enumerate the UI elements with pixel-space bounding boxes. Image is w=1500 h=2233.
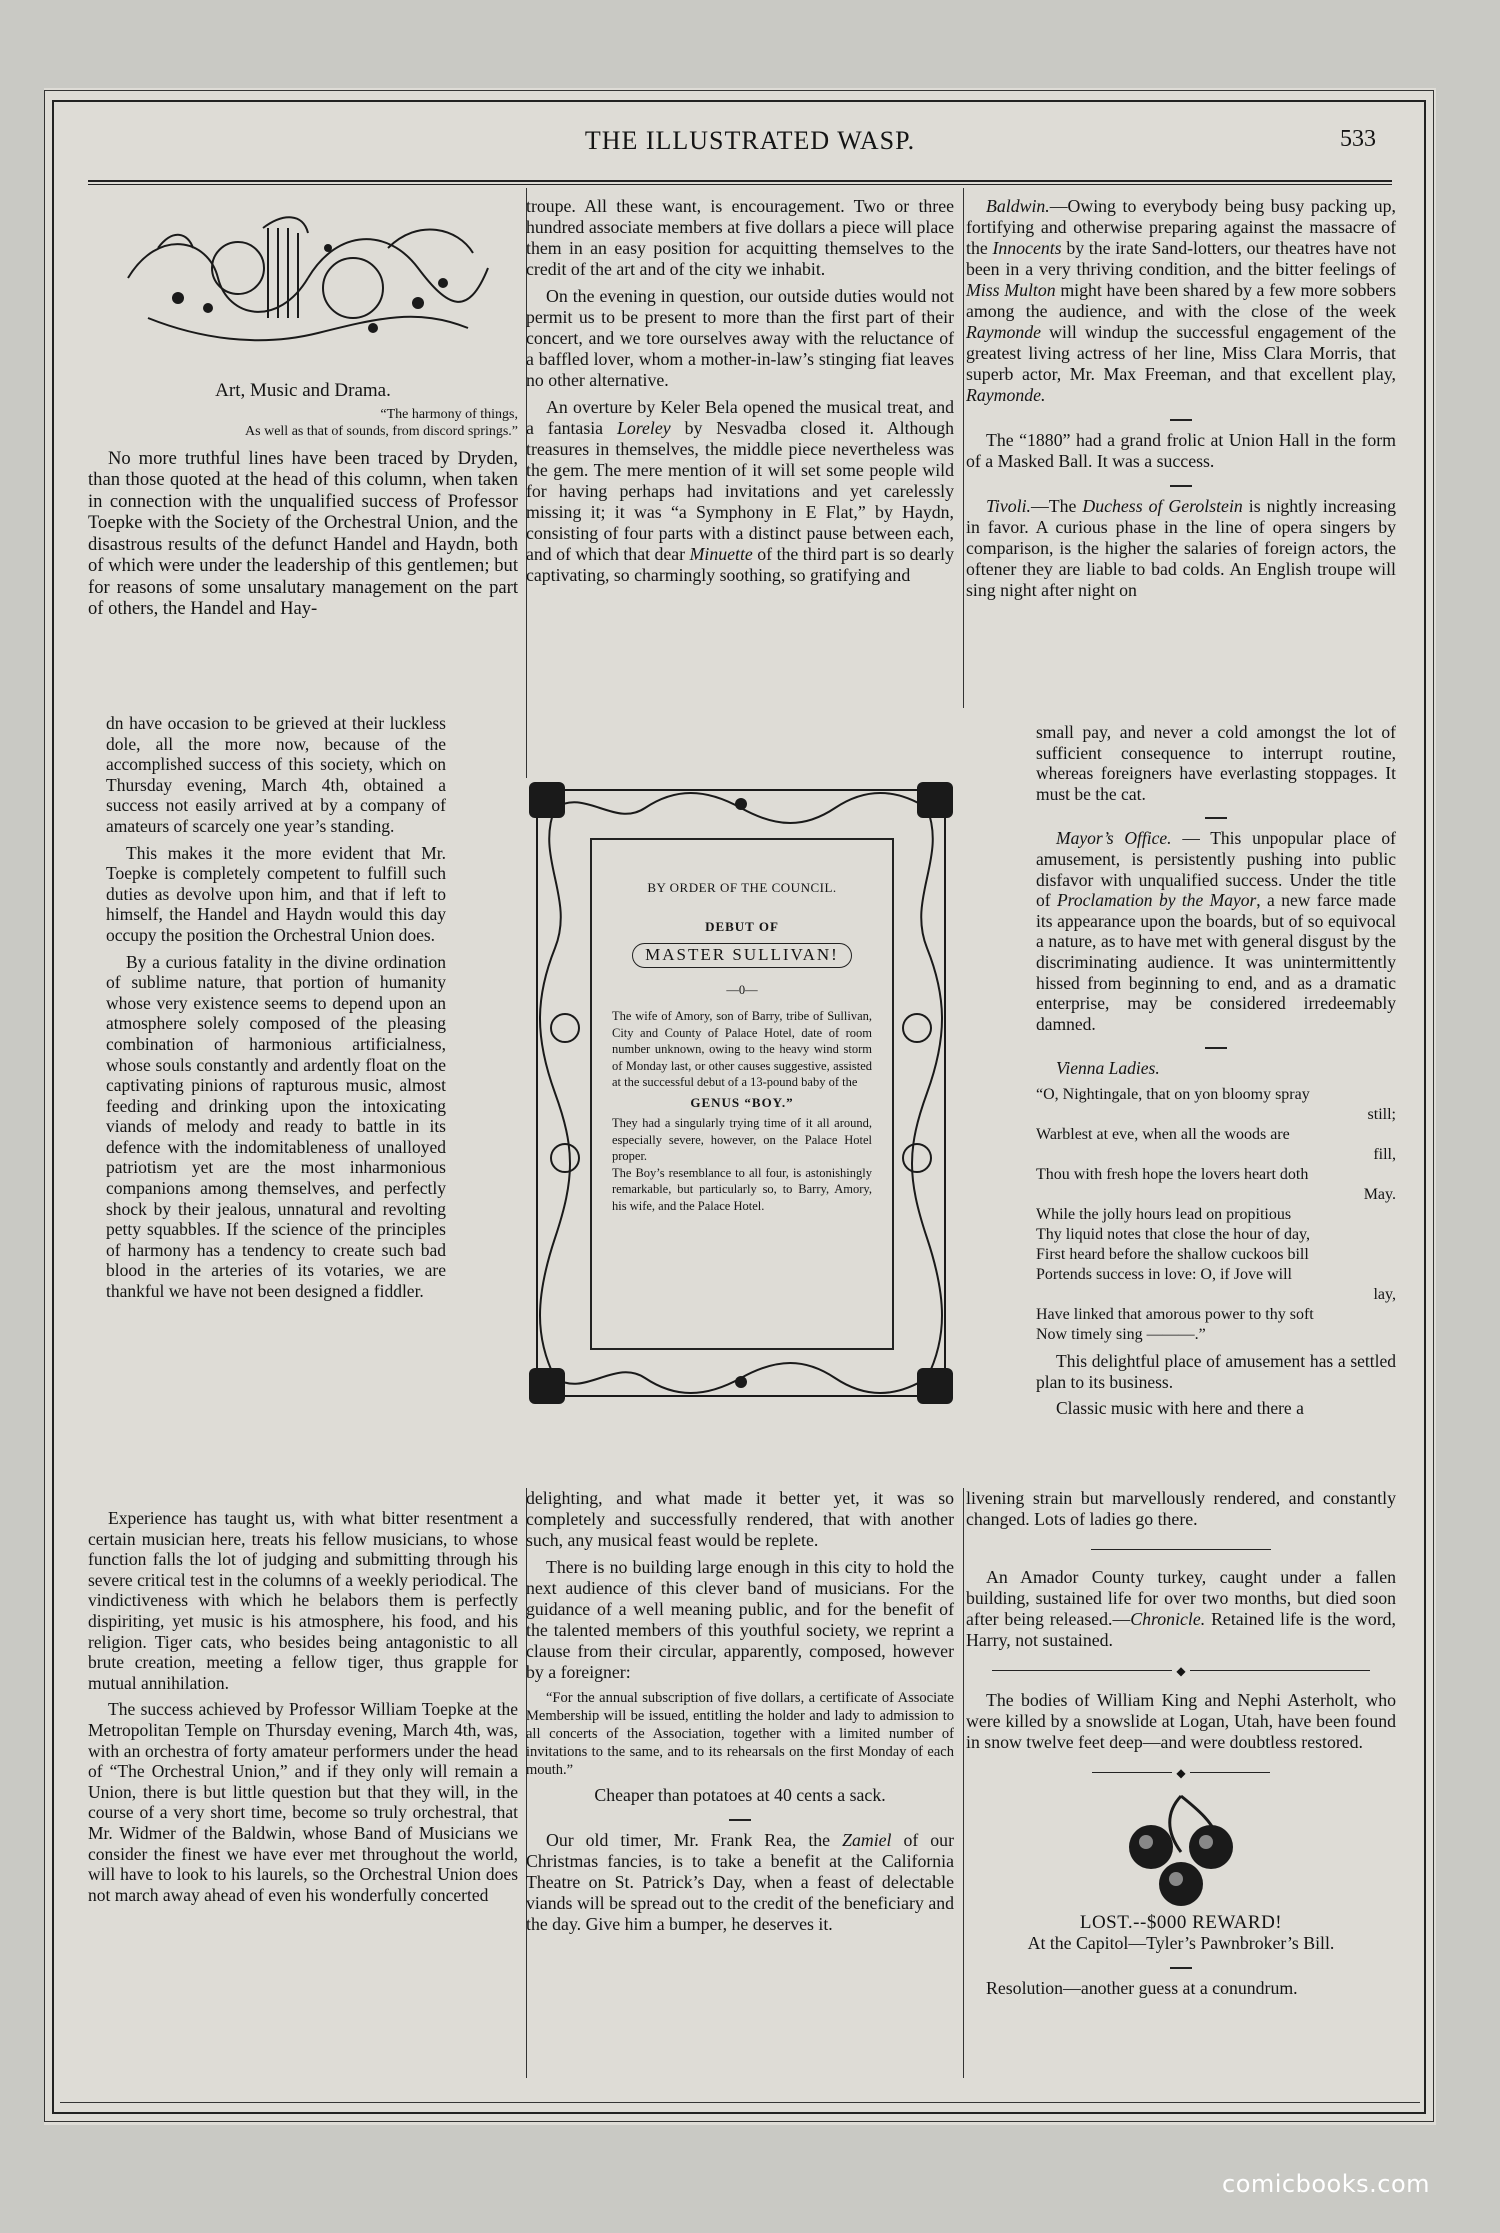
column-1-top: [88, 374, 518, 626]
ornamental-rule: [966, 1538, 1396, 1559]
title-italic: Proclamation by the Mayor: [1056, 890, 1257, 911]
column-2-top: [526, 196, 954, 592]
poem-line: Now timely sing ———.”: [1036, 1325, 1206, 1343]
poem-line: Have linked that amorous power to thy soft: [1036, 1305, 1314, 1323]
notice-debut: DEBUT OF: [705, 918, 779, 934]
notice-text: They had a singularly trying time of it all around, especially severe, however, on the Palace Hotel proper.: [612, 1116, 872, 1163]
paragraph: [526, 1830, 954, 1935]
dash-separator: [966, 478, 1396, 490]
dash-separator: [1036, 1040, 1396, 1052]
masthead-title: THE ILLUSTRATED WASP.: [584, 126, 916, 155]
dash-separator: [526, 1812, 954, 1824]
ornamental-rule: ◆: [966, 1659, 1396, 1682]
notice-text: The Boy’s resemblance to all four, is astonishingly remarkable, but particularly so, to Barry, Amory, his wife, and the Palace Hotel.: [612, 1165, 872, 1213]
page-number: 533: [1340, 126, 1376, 152]
paragraph: Resolution—another guess at a conundrum.: [986, 1978, 1298, 1998]
poem-line: While the jolly hours lead on propitious: [1036, 1205, 1292, 1223]
column-3-bottom: [966, 1488, 1396, 2005]
paragraph: [1036, 828, 1396, 1034]
column-1-narrow: [106, 713, 446, 1308]
watermark: comicbooks.com: [1222, 2170, 1431, 2198]
paragraph: dn have occasion to be grieved at their luckless dole, all the more now, because of the accomplished success of this society, which on Thursday evening, March 4th, obtained a success not easily arrived at by a company of amateurs of scarcely one year’s standing.: [106, 713, 446, 836]
column-1-bottom: [88, 1508, 518, 1911]
header-rule: [88, 180, 1392, 185]
text-run: by the irate Sand-lotters, our theatres have not been in a very thriving condition, and the bitter feelings of: [966, 238, 1397, 279]
paragraph: small pay, and never a cold amongst the lot of sufficient consequence to interrupt routine, whereas foreigners have everlasting stoppages. It must be the cat.: [1036, 722, 1396, 804]
poem-line: lay,: [1373, 1285, 1396, 1303]
epigraph-line-2: As well as that of sounds, from discord springs.”: [245, 423, 518, 439]
theatre-name: Baldwin.: [986, 196, 1050, 216]
paragraph: No more truthful lines have been traced by Dryden, than those quoted at the head of this column, when taken in connection with the unqualified success of Professor Toepke with the Society of the Orchestral Union, and the disastrous results of the defunct Handel and Haydn, both of which were under the leadership of this gentlemen; but for reasons of some unsalutary management on the part of others, the Handel and Hay-: [88, 447, 518, 619]
notice-genus: GENUS “BOY.”: [690, 1094, 794, 1110]
text-run: will windup the successful engagement of the greatest living actress of her line, Miss Clara Morris, that superb actor, Mr. Max Freeman, and that excellent play,: [966, 322, 1396, 384]
title-italic: Raymonde: [966, 322, 1042, 342]
theatre-name: Vienna Ladies.: [1056, 1058, 1160, 1079]
poem-line: still;: [1367, 1105, 1396, 1123]
paragraph: There is no building large enough in this city to hold the next audience of this clever band of musicians. For the guidance of a well meaning public, and for the benefit of the talented members of this youthful society, we reprint a clause from their circular, apparently, composed, however by a foreigner:: [526, 1557, 954, 1682]
dash-separator: [966, 412, 1396, 424]
text-run: of our Christmas fancies, is to take a benefit at the California Theatre on St. Patrick’s Day, when a feast of delectable viands will be spread out to the credit of the beneficiary and the day. Give him a bumper, he deserves it.: [526, 1830, 954, 1934]
text-run: might have been shared by a few more sobbers among the audience, and with the close of the week: [966, 280, 1396, 321]
poem-line: Thy liquid notes that close the hour of day,: [1036, 1225, 1311, 1243]
poem-line: Portends success in love: O, if Jove will: [1036, 1265, 1292, 1283]
column-3-narrow: [1036, 722, 1396, 1425]
title-italic: Loreley: [617, 418, 671, 438]
title-italic: Duchess of Gerolstein: [1082, 496, 1243, 516]
poem-line: “O, Nightingale, that on yon bloomy spray: [1036, 1085, 1310, 1103]
title-italic: Zamiel: [842, 1830, 892, 1850]
dash-separator: [966, 1960, 1396, 1972]
paragraph: Cheaper than potatoes at 40 cents a sack.: [594, 1785, 886, 1805]
poem-line: fill,: [1373, 1145, 1396, 1163]
notice-name: MASTER SULLIVAN!: [632, 943, 852, 968]
notice-divider: —0—: [726, 982, 758, 997]
paragraph: [966, 196, 1396, 406]
paragraph: The success achieved by Professor William Toepke at the Metropolitan Temple on Thursday evening, March 4th, was, with an orchestra of forty amateur performers under the head of “The Orchestral Union,” and if they only will remain a Union, there is but little question but that they will, in the course of a very short time, become so truly orchestral, that Mr. Widmer of the Baldwin, whose Band of Musicians we consider the finest we have ever met throughout the world, will have to look to his laurels, so the Orchestral Union does not march away ahead of even his wonderfully concerted: [88, 1699, 518, 1905]
text-run: Retained life is the word, Harry, not sustained.: [966, 1609, 1396, 1650]
paragraph: delighting, and what made it better yet, it was so completely and successfully rendered, that with another such, any musical feast would be replete.: [526, 1488, 954, 1550]
music-ornament-icon: [118, 208, 498, 358]
text-run: —The: [1030, 496, 1077, 516]
paragraph: On the evening in question, our outside duties would not permit us to be present to more than the first part of their concert, and we tore ourselves away with the reluctance of a baffled lover, whom a mother-in-law’s stinging fiat leaves no other alternative.: [526, 286, 954, 390]
poem-line: Thou with fresh hope the lovers heart doth: [1036, 1165, 1309, 1183]
text-run: —Owing to everybody being busy packing up, fortifying and otherwise preparing against the massacre of the: [966, 196, 1396, 258]
notice-text: The wife of Amory, son of Barry, tribe of Sullivan, City and County of Palace Hotel, date of room number unknown, owing to the heavy wind storm of Monday last, or other causes suggestive, assisted at the successful debut of a 13-pound baby of the: [612, 1009, 872, 1089]
paragraph: [966, 1567, 1396, 1651]
title-italic: Raymonde.: [966, 385, 1046, 405]
paragraph: The “1880” had a grand frolic at Union Hall in the form of a Masked Ball. It was a success.: [966, 430, 1396, 471]
text-run: is nightly increasing in favor. A curious phase in the line of opera singers by comparison, is the higher the salaries of foreign actors, the oftener they are liable to bad colds. An English troupe will sing night after night on: [966, 496, 1396, 600]
theatre-name: Mayor’s Office.: [1056, 828, 1172, 849]
paragraph: This delightful place of amusement has a settled plan to its business.: [1036, 1350, 1396, 1392]
column-rule-2b: [963, 1488, 964, 2078]
paragraph: [966, 496, 1396, 601]
paragraph: The bodies of William King and Nephi Asterholt, who were killed by a snowslide at Logan, Utah, have been found in snow twelve feet deep—and were doubtless restored.: [966, 1690, 1396, 1752]
title-italic: Minuette: [689, 544, 753, 564]
reward-headline: LOST.--$000 REWARD!: [1079, 1912, 1283, 1933]
column-2-bottom: [526, 1488, 954, 1941]
text-run: — This unpopular place of amusement, is persistently pushing into public disfavor with unqualified success. Under the title of: [1036, 828, 1397, 911]
dash-separator: [1036, 810, 1396, 822]
poem-line: First heard before the shallow cuckoos bill: [1036, 1245, 1309, 1263]
paragraph: Classic music with here and there a: [1056, 1398, 1304, 1419]
text-run: by Nesvadba closed it. Although treasures in themselves, the middle piece nevertheless was the gem. The mere mention of it will set some people wild for having perhaps had invitations and yet carelessly missing it; it was “a Symphony in E Flat,” by Haydn, consisting of four parts with a distinct pause between each, and of which that dear: [526, 418, 954, 564]
text-run: An overture by Keler Bela opened the musical treat, and a fantasia: [526, 397, 954, 438]
paragraph: troupe. All these want, is encouragement. Two or three hundred associate members at five dollars a piece will place them in an easy position for acquitting themselves to the credit of the art and of the city we inhabit.: [526, 196, 954, 279]
text-run: of the third part is so dearly captivating, so charmingly soothing, so gratifying and: [526, 544, 954, 585]
ornamental-rule: ◆: [966, 1761, 1396, 1784]
title-italic: Miss Multon: [966, 280, 1056, 300]
theatre-name: Tivoli.: [986, 496, 1031, 516]
text-run: Our old timer, Mr. Frank Rea, the: [546, 1830, 831, 1850]
paragraph: By a curious fatality in the divine ordination of sublime nature, that portion of humanity whose very existence seems to depend upon an atmosphere solely composed of the pleasing combination of harmonious artificialness, whose souls constantly and ardently float on the captivating pinions of rapturous music, almost feeding and drinking upon the intoxicating viands of melody and ready to battle in its defence with the indomitableness of unalloyed patriotism yet are the most inharmonious companions among themselves, and perfectly shock by their jealous, unnatural and revolting petty squabbles. If the science of the principles of harmony has a tendency to create such bad blood in the arteries of its votaries, we are thankful we have not been designed a fiddler.: [106, 951, 446, 1302]
title-italic: Innocents: [992, 238, 1062, 258]
text-run: , a new farce made its appearance upon the boards, but of so equivocal a nature, as to have met with general disgust by the discriminating audience. It was unintermittently hissed from beginning to end, and as a dramatic enterprise, may be considered irredeemably damned.: [1036, 890, 1396, 1034]
pawnbroker-balls-icon: [966, 1792, 1396, 1908]
poem-line: May.: [1363, 1185, 1396, 1203]
paragraph: This makes it the more evident that Mr. Toepke is completely competent to fulfill such duties as devolve upon him, and that if left to himself, the Handel and Haydn would this day occupy the position the Orchestral Union does.: [106, 842, 446, 945]
circular-clause: “For the annual subscription of five dollars, a certificate of Associate Membership will be issued, entitling the holder and lady to admission to all concerts of the Association, together with a limited number of invitations to the same, and to its rehearsals on the first Monday of each mouth.”: [526, 1690, 954, 1778]
column-3-top: [966, 196, 1396, 607]
paragraph: livening strain but marvellously rendered, and constantly changed. Lots of ladies go there.: [966, 1488, 1396, 1529]
text-run: An Amador County turkey, caught under a fallen building, sustained life for over two months, but died soon after being released.—: [966, 1567, 1396, 1629]
paragraph: [526, 397, 954, 586]
column-rule-2a: [963, 188, 964, 708]
poem-line: Warblest at eve, when all the woods are: [1036, 1125, 1290, 1143]
paragraph: [1036, 1058, 1396, 1079]
reward-subline: At the Capitol—Tyler’s Pawnbroker’s Bill.: [1027, 1933, 1335, 1953]
paragraph: Experience has taught us, with what bitter resentment a certain musician here, treats his fellow musicians, to whose function falls the lot of judging and submitting through his severe critical test in the columns of a weekly periodical. The vindictiveness with which he belabors them is perfectly dispiriting, yet music is his atmosphere, his food, and his religion. Tiger cats, who besides being antagonistic to all brute creation, meeting a fellow tiger, thus grapple for mutual annihilation.: [88, 1508, 518, 1693]
section-title: Art, Music and Drama.: [215, 380, 391, 401]
notice-order: BY ORDER OF THE COUNCIL.: [647, 880, 837, 895]
footer-rule: [60, 2102, 1420, 2103]
poem: [1036, 1085, 1396, 1345]
debut-notice: [590, 838, 894, 1350]
source-italic: Chronicle.: [1130, 1609, 1206, 1629]
epigraph-line-1: “The harmony of things,: [380, 406, 518, 422]
